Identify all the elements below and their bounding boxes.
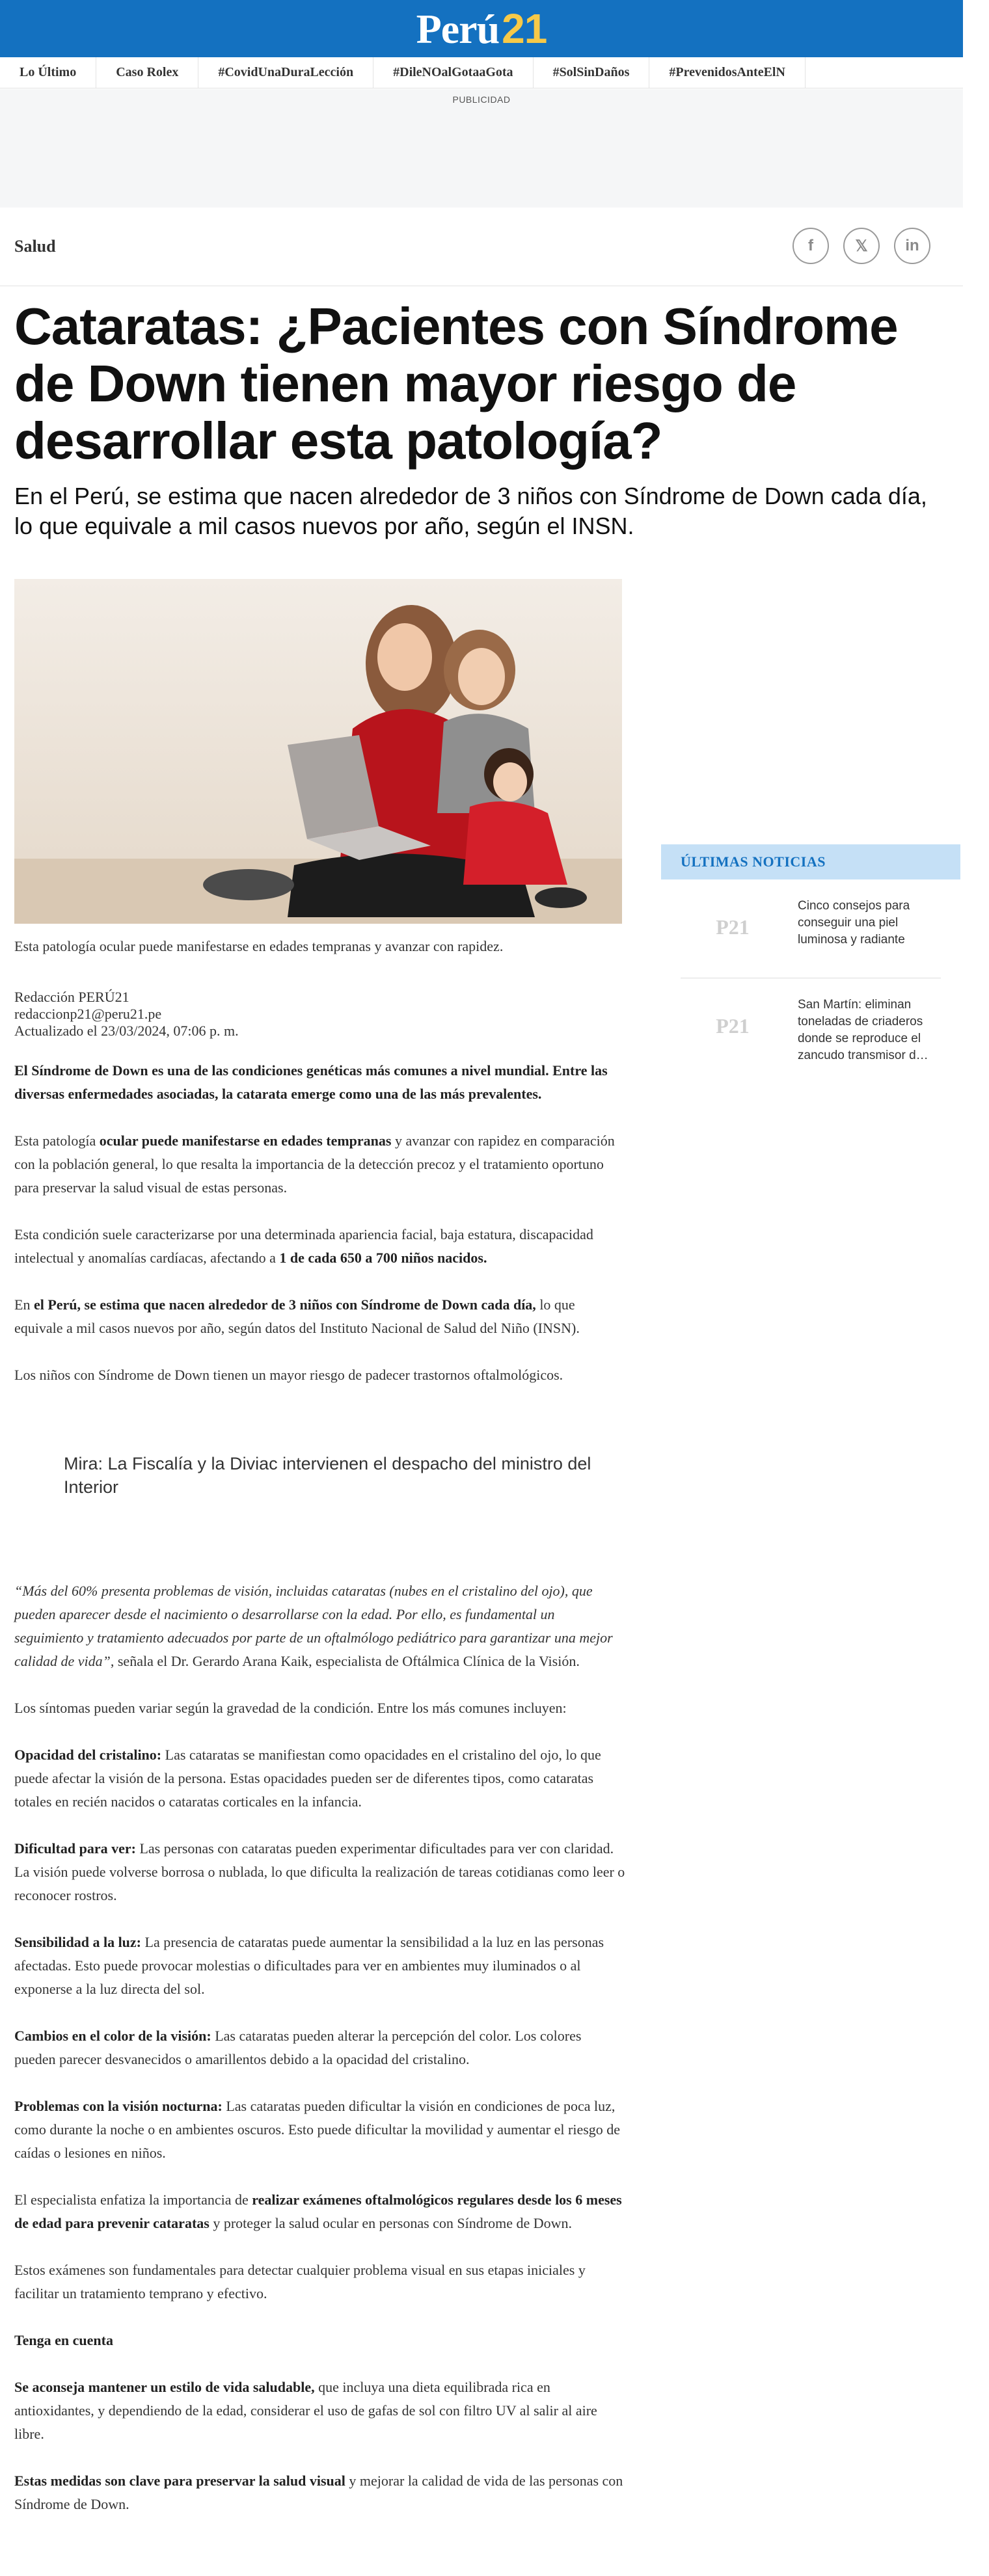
text: , señala el Dr. Gerardo Arana Kaik, especialista de Oftálmica Clínica de la Visión. — [110, 1653, 580, 1669]
share-buttons — [793, 228, 930, 264]
nav-item-prevenidos[interactable]: #PrevenidosAnteElN — [649, 57, 806, 88]
text: que incluya una dieta equilibrada rica en antioxidantes, y dependiendo de la edad, considerar el uso de gafas de sol con filtro UV al salir al aire libre. — [14, 2379, 597, 2442]
symptom-desc: Las cataratas se manifiestan como opacidades en el cristalino del ojo, lo que puede afectar la visión de la persona. Estas opacidades pueden ser de diferentes tipos, como cataratas totales en recién nacidos o cataratas corticales en la infancia. — [14, 1747, 601, 1810]
symptom-desc: Las cataratas pueden dificultar la visión en condiciones de poca luz, como durante la noche o en ambientes oscuros. Esto puede dificultar la movilidad y aumentar el riesgo de caídas o lesiones en niños. — [14, 2098, 621, 2161]
text: En — [14, 1296, 34, 1313]
linkedin-icon: in — [905, 237, 919, 254]
article-subtitle: En el Perú, se estima que nacen alrededor de 3 niños con Síndrome de Down cada día, lo que equivale a mil casos nuevos por año, según el INSN. — [14, 483, 927, 539]
paragraph: Estos exámenes son fundamentales para detectar cualquier problema visual en sus etapas iniciales y facilitar un tratamiento temprano y efectivo. — [14, 2262, 586, 2301]
bold-text: Se aconseja mantener un estilo de vida saludable, — [14, 2379, 315, 2395]
subheading-text: Tenga en cuenta — [14, 2332, 113, 2348]
text: y avanzar con rapidez en comparación con la población general, lo que resalta la importancia de la detección precoz y el tratamiento oportuno para preservar la salud visual de estas personas. — [14, 1133, 615, 1196]
symptom-item — [14, 1931, 626, 2001]
symptom-title: Opacidad del cristalino: — [14, 1747, 162, 1763]
text: y mejorar la calidad de vida de las personas con Síndrome de Down. — [14, 2473, 623, 2512]
news-item[interactable] — [681, 978, 941, 1077]
latest-news-sidebar — [661, 844, 960, 1077]
paragraph — [14, 1223, 626, 1270]
article-body — [14, 1059, 626, 2540]
bold-text: el Perú, se estima que nacen alrededor de 3 niños con Síndrome de Down cada día, — [33, 1296, 536, 1313]
paragraph — [14, 1129, 626, 1200]
paragraph — [14, 2376, 626, 2446]
facebook-icon: f — [808, 237, 813, 254]
text: y proteger la salud ocular en personas con Síndrome de Down. — [209, 2215, 573, 2231]
photo-mother-daughters-laptop — [14, 579, 622, 924]
article-main-image — [14, 579, 622, 924]
lead-text: El Síndrome de Down es una de las condiciones genéticas más comunes a nivel mundial. Entre las diversas enfermedades asociadas, la catarata emerge como una de las más prevalentes. — [14, 1062, 608, 1102]
logo-number: 21 — [502, 5, 547, 52]
paragraph — [14, 1059, 626, 1106]
author-email[interactable]: redaccionp21@peru21.pe — [14, 1006, 162, 1022]
section-link[interactable]: Salud — [14, 237, 56, 256]
bold-text: ocular puede manifestarse en edades tempranas — [99, 1133, 392, 1149]
logo-word: Perú — [416, 5, 500, 52]
symptom-title: Cambios en el color de la visión: — [14, 2028, 211, 2044]
bold-text: realizar exámenes oftalmológicos regulares desde los 6 meses de edad para prevenir cataratas — [14, 2192, 622, 2231]
image-caption: Esta patología ocular puede manifestarse en edades tempranas y avanzar con rapidez. — [14, 938, 504, 954]
text: lo que equivale a mil casos nuevos por año, según datos del Instituto Nacional de Salud del Niño (INSN). — [14, 1296, 580, 1336]
ad-slot — [0, 89, 963, 208]
news-title[interactable]: Cinco consejos para conseguir una piel luminosa y radiante — [798, 899, 910, 946]
symptom-item — [14, 1837, 626, 1907]
paragraph: Los niños con Síndrome de Down tienen un mayor riesgo de padecer trastornos oftalmológicos. — [14, 1367, 563, 1383]
paragraph — [14, 2469, 626, 2516]
latest-news-heading: ÚLTIMAS NOTICIAS — [661, 844, 960, 879]
nav-item-lo-ultimo[interactable]: Lo Último — [0, 57, 96, 88]
news-thumbnail[interactable]: P21 — [716, 915, 750, 939]
x-share-button[interactable] — [843, 228, 880, 264]
symptom-item — [14, 2095, 626, 2165]
symptom-item — [14, 2024, 626, 2071]
updated-date: Actualizado el 23/03/2024, 07:06 p. m. — [14, 1023, 239, 1039]
bold-text: Estas medidas son clave para preservar la salud visual — [14, 2473, 345, 2489]
ad-label: PUBLICIDAD — [452, 94, 511, 105]
facebook-share-button[interactable] — [793, 228, 829, 264]
author-name[interactable]: Redacción PERÚ21 — [14, 989, 129, 1005]
paragraph: Los síntomas pueden variar según la gravedad de la condición. Entre los más comunes incluyen: — [14, 1700, 567, 1716]
quote-text: “Más del 60% presenta problemas de visión, incluidas cataratas (nubes en el cristalino del ojo), que pueden aparecer desde el nacimiento o desarrollarse con la edad. Por ello, es fundamental un seguimiento y tratamiento adecuados por parte de un oftalmólogo pediátrico para garantizar una mejor calidad de vida” — [14, 1583, 613, 1669]
text: Esta condición suele caracterizarse por una determinada apariencia facial, baja estatura, discapacidad intelectual y anomalías cardíacas, afectando a — [14, 1226, 593, 1266]
paragraph — [14, 2188, 626, 2235]
nav-item-gota-a-gota[interactable]: #DileNOalGotaaGota — [373, 57, 533, 88]
paragraph — [14, 1293, 626, 1340]
symptom-title: Sensibilidad a la luz: — [14, 1934, 142, 1950]
section-row — [0, 208, 963, 286]
article-title: Cataratas: ¿Pacientes con Síndrome de Down tienen mayor riesgo de desarrollar esta patología? — [14, 297, 898, 470]
symptom-title: Problemas con la visión nocturna: — [14, 2098, 223, 2114]
quote-paragraph — [14, 1579, 626, 1673]
symptom-desc: Las cataratas pueden alterar la percepción del color. Los colores pueden parecer desvanecidos o amarillentos debido a la opacidad del cristalino. — [14, 2028, 582, 2067]
bold-text: 1 de cada 650 a 700 niños nacidos. — [279, 1250, 487, 1266]
symptom-title: Dificultad para ver: — [14, 1840, 136, 1857]
text: El especialista enfatiza la importancia de — [14, 2192, 252, 2208]
symptom-item — [14, 1743, 626, 1814]
news-thumbnail[interactable]: P21 — [716, 1013, 750, 1038]
x-icon: 𝕏 — [855, 237, 868, 255]
site-logo[interactable] — [416, 5, 547, 53]
symptom-desc: La presencia de cataratas puede aumentar la sensibilidad a la luz en las personas afectadas. Esto puede provocar molestias o dificultades para ver en ambientes muy iluminados o al exponerse a la luz directa del sol. — [14, 1934, 604, 1997]
linkedin-share-button[interactable] — [894, 228, 930, 264]
site-header — [0, 0, 963, 57]
nav-item-caso-rolex[interactable]: Caso Rolex — [96, 57, 198, 88]
nav-item-sol-sin-danos[interactable]: #SolSinDaños — [534, 57, 650, 88]
text: Esta patología — [14, 1133, 100, 1149]
related-article-link[interactable]: Mira: La Fiscalía y la Diviac intervienen el despacho del ministro del Interior — [64, 1454, 591, 1497]
byline — [14, 989, 239, 1040]
news-item[interactable] — [681, 879, 941, 978]
symptom-desc: Las personas con cataratas pueden experimentar dificultades para ver con claridad. La visión puede volverse borrosa o nublada, lo que dificulta la realización de tareas cotidianas como leer o reconocer rostros. — [14, 1840, 625, 1903]
nav-item-covid[interactable]: #CovidUnaDuraLección — [198, 57, 373, 88]
topic-nav — [0, 57, 963, 88]
news-title[interactable]: San Martín: eliminan toneladas de criaderos donde se reproduce el zancudo transmisor d… — [798, 998, 928, 1062]
subheading — [14, 2329, 626, 2352]
